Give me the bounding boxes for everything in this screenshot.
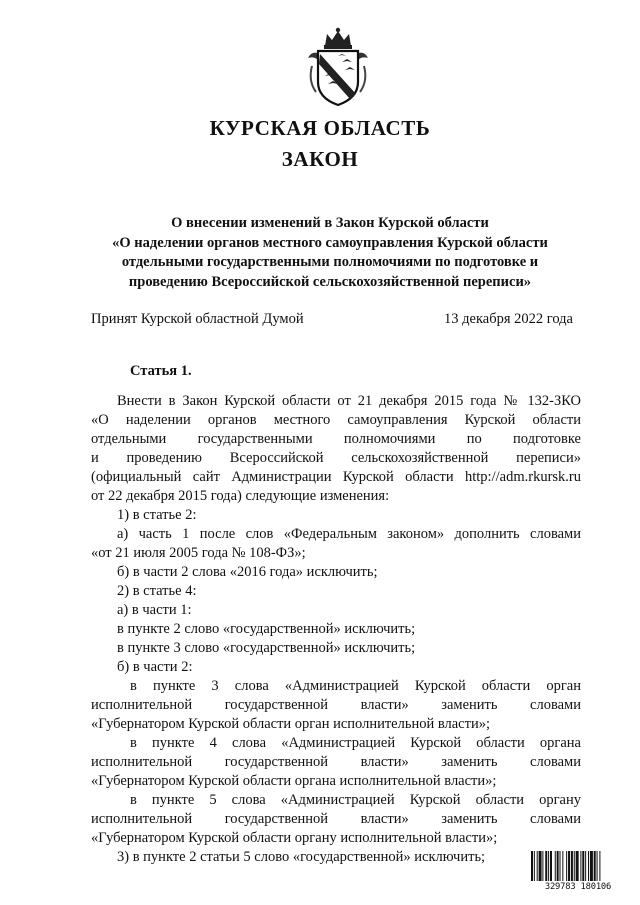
article-line: исполнительной государственной власти» заменить словами: [91, 697, 581, 713]
article-line: «от 21 июля 2005 года № 108-ФЗ»;: [91, 545, 306, 561]
article-line: а) часть 1 после слов «Федеральным законом» дополнить словами: [117, 526, 581, 542]
law-title-line: «О наделении органов местного самоуправления Курской области: [112, 234, 548, 251]
article-line: в пункте 5 слова «Администрацией Курской области органу: [130, 792, 581, 808]
article-line: 3) в пункте 2 статьи 5 слово «государственной» исключить;: [117, 849, 486, 865]
article-line: и проведению Всероссийской сельскохозяйственной переписи»: [91, 450, 581, 466]
article-line: отдельными государственными полномочиями по подготовке: [91, 431, 581, 447]
article-line: в пункте 3 слово «государственной» исключить;: [117, 640, 416, 656]
barcode: [530, 851, 625, 903]
article-line: б) в части 2:: [117, 659, 193, 675]
adopted-by: Принят Курской областной Думой: [91, 311, 304, 327]
barcode-number: 329783 180106: [530, 882, 626, 892]
article-line: «Губернатором Курской области органа исполнительной власти»;: [91, 773, 497, 789]
article-line: б) в части 2 слова «2016 года» исключить;: [117, 564, 378, 580]
article-line: исполнительной государственной власти» заменить словами: [91, 811, 581, 827]
article-line: от 22 декабря 2015 года) следующие изменения:: [91, 488, 390, 504]
law-title-line: отдельными государственными полномочиями по подготовке и: [121, 254, 539, 270]
article-line: 1) в статье 2:: [117, 507, 197, 523]
article-line: в пункте 4 слова «Администрацией Курской области органа: [130, 735, 581, 751]
coat-of-arms-emblem: [298, 26, 378, 108]
article-line: «О наделении органов местного самоуправления Курской области: [91, 412, 581, 428]
article-line: Внести в Закон Курской области от 21 декабря 2015 года № 132-ЗКО: [117, 393, 581, 409]
adopted-date: 13 декабря 2022 года: [444, 311, 573, 327]
article-line: (официальный сайт Администрации Курской области http://adm.rkursk.ru: [91, 469, 581, 485]
region-heading: КУРСКАЯ ОБЛАСТЬ: [209, 116, 431, 140]
law-title-line: проведению Всероссийской сельскохозяйственной переписи»: [128, 273, 532, 290]
article-line: исполнительной государственной власти» заменить словами: [91, 754, 581, 770]
article-line: в пункте 2 слово «государственной» исключить;: [117, 621, 416, 637]
law-title: [80, 214, 580, 292]
article-heading: Статья 1.: [130, 363, 192, 379]
article-line: 2) в статье 4:: [117, 583, 197, 599]
document-type-heading: ЗАКОН: [281, 147, 359, 171]
article-line: «Губернатором Курской области органу исполнительной власти»;: [91, 830, 498, 846]
law-title-line: О внесении изменений в Закон Курской области: [171, 215, 489, 231]
article-line: «Губернатором Курской области орган исполнительной власти»;: [91, 716, 490, 732]
article-line: а) в части 1:: [117, 602, 192, 618]
article-line: в пункте 3 слова «Администрацией Курской области орган: [130, 678, 581, 694]
